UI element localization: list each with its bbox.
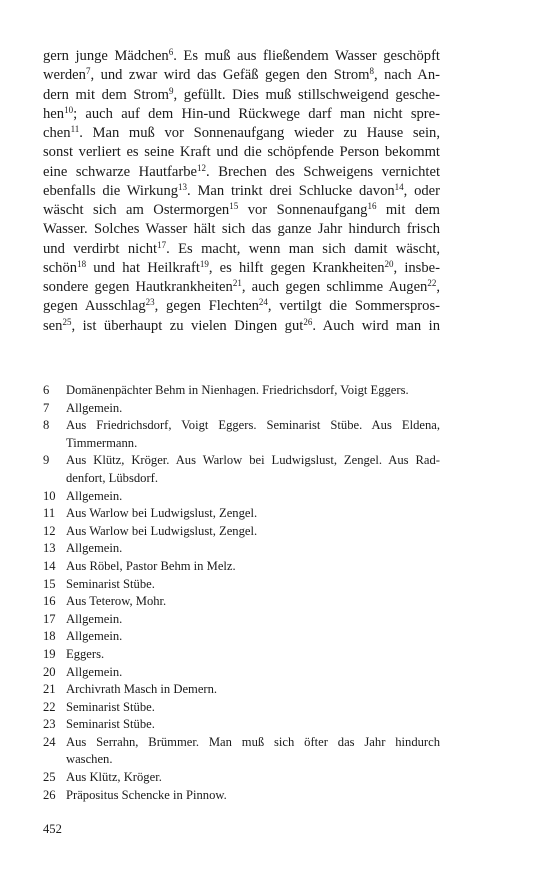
body-text-run: . Auch wird man in bbox=[312, 317, 440, 334]
footnote-marker: 23 bbox=[145, 297, 155, 308]
footnote bbox=[43, 769, 440, 787]
body-text bbox=[43, 47, 440, 336]
body-line bbox=[43, 47, 440, 66]
body-text-run: , gegen Flechten bbox=[154, 298, 259, 315]
body-text-run: , gefüllt. Dies muß stillschweigend gesche- bbox=[173, 86, 440, 103]
footnote-line: Allgemein. bbox=[66, 629, 123, 644]
footnote-text bbox=[66, 664, 440, 682]
footnote-marker: 20 bbox=[384, 258, 394, 269]
footnote-number: 22 bbox=[43, 699, 56, 714]
footnote-text bbox=[66, 452, 440, 487]
body-line bbox=[43, 240, 440, 259]
footnote bbox=[43, 646, 440, 664]
body-line bbox=[43, 201, 440, 220]
body-text-run: eine schwarze Hautfarbe bbox=[43, 163, 198, 180]
footnote-marker: 15 bbox=[229, 201, 239, 211]
footnote-marker: 25 bbox=[62, 316, 72, 327]
footnote-number: 10 bbox=[43, 488, 56, 503]
footnote-text bbox=[66, 505, 440, 523]
footnote-line: Allgemein. bbox=[66, 611, 123, 626]
footnote-line: Seminarist Stübe. bbox=[66, 699, 155, 714]
footnote-marker: 12 bbox=[197, 162, 207, 173]
footnote-number: 26 bbox=[43, 787, 56, 802]
body-line bbox=[43, 182, 440, 201]
body-text-run: , oder bbox=[403, 182, 441, 199]
body-text-run: wäscht sich am Ostermorgen bbox=[43, 202, 230, 218]
footnote bbox=[43, 699, 440, 717]
footnote-line: Archivrath Masch in Demern. bbox=[66, 682, 218, 697]
footnote bbox=[43, 558, 440, 576]
footnote-line: Aus Klütz, Kröger. Aus Warlow bei Ludwigslust, Zengel. Aus Rad- bbox=[66, 453, 440, 468]
body-text-run: ebenfalls die Wirkung bbox=[43, 182, 179, 199]
footnote-text bbox=[66, 488, 440, 506]
footnote-line: Allgemein. bbox=[66, 664, 123, 679]
footnote-text bbox=[66, 417, 440, 452]
footnote-text bbox=[66, 734, 440, 769]
footnote-marker: 18 bbox=[77, 258, 87, 269]
footnote-line: Allgemein. bbox=[66, 488, 123, 503]
footnote bbox=[43, 734, 440, 769]
footnote-text bbox=[66, 382, 440, 400]
footnote bbox=[43, 400, 440, 418]
footnote bbox=[43, 452, 440, 487]
footnote-number: 24 bbox=[43, 734, 56, 749]
footnote-text bbox=[66, 611, 440, 629]
footnote bbox=[43, 540, 440, 558]
footnote-text bbox=[66, 523, 440, 541]
footnote-number: 12 bbox=[43, 523, 56, 538]
footnote-number: 6 bbox=[43, 383, 50, 397]
body-text-run: . Man trinkt drei Schlucke davon bbox=[187, 182, 395, 199]
body-text-run: hen bbox=[43, 105, 65, 122]
footnote-number: 7 bbox=[43, 400, 50, 415]
footnote-marker: 17 bbox=[157, 239, 167, 250]
footnote-line: Aus Friedrichsdorf, Voigt Eggers. Seminarist Stübe. Aus Eldena, bbox=[66, 418, 440, 433]
body-text-run: und verdirbt nicht bbox=[43, 240, 158, 257]
body-line bbox=[43, 124, 440, 143]
footnote bbox=[43, 593, 440, 611]
body-line bbox=[43, 297, 440, 316]
footnote-line: Aus Teterow, Mohr. bbox=[66, 594, 167, 609]
footnote-number: 23 bbox=[43, 717, 56, 732]
body-text-run: mit dem bbox=[376, 202, 440, 218]
body-line bbox=[43, 259, 440, 278]
body-text-run: . Brechen des Schweigens vernichtet bbox=[206, 163, 440, 180]
footnote-marker: 6 bbox=[168, 47, 174, 57]
footnote-text bbox=[66, 628, 440, 646]
footnote-marker: 21 bbox=[232, 278, 242, 288]
footnote bbox=[43, 681, 440, 699]
body-line bbox=[43, 163, 440, 182]
footnote-text bbox=[66, 576, 440, 594]
footnote-number: 15 bbox=[43, 576, 56, 591]
footnote-marker: 26 bbox=[303, 316, 313, 327]
footnote-line: Aus Klütz, Kröger. bbox=[66, 770, 162, 785]
body-text-run: , ist überhaupt zu vielen Dingen gut bbox=[71, 317, 304, 334]
footnote-line: Seminarist Stübe. bbox=[66, 576, 155, 591]
footnote-marker: 22 bbox=[427, 278, 437, 288]
footnote-text bbox=[66, 769, 440, 787]
body-text-run: gegen Ausschlag bbox=[43, 298, 146, 315]
footnote-marker: 11 bbox=[70, 124, 80, 134]
body-line bbox=[43, 317, 440, 336]
body-text-run: sondere gegen Hautkrankheiten bbox=[43, 279, 233, 295]
body-text-run: , auch gegen schlimme Augen bbox=[241, 279, 428, 295]
body-text-run: ; auch auf dem Hin-und Rückwege darf man nicht spre- bbox=[73, 105, 440, 122]
footnote-line: Eggers. bbox=[66, 646, 105, 661]
footnote-number: 18 bbox=[43, 629, 56, 644]
body-text-run: schön bbox=[43, 259, 78, 276]
footnote-marker: 13 bbox=[178, 181, 188, 192]
footnote-number: 14 bbox=[43, 558, 56, 573]
footnote-line: waschen. bbox=[66, 752, 113, 767]
footnote-line: Domänenpächter Behm in Nienhagen. Friedrichsdorf, Voigt Eggers. bbox=[66, 383, 409, 397]
body-text-run: und hat Heilkraft bbox=[86, 259, 200, 276]
body-text-run: dern mit dem Strom bbox=[43, 86, 170, 103]
footnote-line: Aus Röbel, Pastor Behm in Melz. bbox=[66, 558, 236, 573]
footnote bbox=[43, 505, 440, 523]
footnote-number: 11 bbox=[43, 506, 56, 521]
footnotes bbox=[43, 382, 440, 804]
body-text-run: . Man muß vor Sonnenaufgang wieder zu Hause sein, bbox=[79, 125, 440, 141]
footnote-line: Aus Warlow bei Ludwigslust, Zengel. bbox=[66, 506, 258, 521]
body-text-run: vor Sonnenaufgang bbox=[238, 202, 368, 218]
footnote-text bbox=[66, 400, 440, 418]
body-text-run: , insbe- bbox=[393, 259, 440, 276]
body-text-run: sen bbox=[43, 317, 63, 334]
body-line bbox=[43, 143, 440, 162]
footnote-text bbox=[66, 716, 440, 734]
footnote bbox=[43, 787, 440, 805]
footnote-text bbox=[66, 787, 440, 805]
body-text-run: , bbox=[436, 279, 441, 295]
body-text-run: , und zwar wird das Gefäß gegen den Strom bbox=[90, 67, 370, 84]
footnote-marker: 24 bbox=[258, 297, 268, 308]
footnote-number: 25 bbox=[43, 770, 56, 785]
body-text-run: gern junge Mädchen bbox=[43, 48, 169, 64]
footnote bbox=[43, 382, 440, 400]
footnote-line: Präpositus Schencke in Pinnow. bbox=[66, 787, 227, 802]
body-text-run: sonst verliert es seine Kraft und die schöpfende Person bekommt bbox=[43, 144, 440, 161]
body-line bbox=[43, 220, 440, 239]
footnote bbox=[43, 488, 440, 506]
footnote bbox=[43, 576, 440, 594]
body-text-run: , es hilft gegen Krankheiten bbox=[208, 259, 385, 276]
body-text-run: . Es macht, wenn man sich damit wäscht, bbox=[166, 240, 440, 257]
body-text-run: , vertilgt die Sommerspros- bbox=[267, 298, 440, 315]
footnote-line: Allgemein. bbox=[66, 400, 123, 415]
footnote-line: Seminarist Stübe. bbox=[66, 717, 155, 732]
footnote-number: 20 bbox=[43, 664, 56, 679]
footnote-number: 8 bbox=[43, 418, 50, 433]
body-text-run: , nach An- bbox=[373, 67, 440, 84]
footnote-text bbox=[66, 681, 440, 699]
footnote-number: 13 bbox=[43, 541, 56, 556]
body-line bbox=[43, 105, 440, 124]
footnote-line: Allgemein. bbox=[66, 541, 123, 556]
body-line bbox=[43, 86, 440, 105]
footnote-number: 9 bbox=[43, 453, 50, 468]
footnote bbox=[43, 628, 440, 646]
body-line bbox=[43, 278, 440, 297]
footnote-marker: 16 bbox=[367, 201, 377, 211]
footnote bbox=[43, 716, 440, 734]
footnote bbox=[43, 611, 440, 629]
footnote-marker: 8 bbox=[369, 66, 374, 77]
footnote-text bbox=[66, 558, 440, 576]
footnote-marker: 19 bbox=[199, 258, 209, 269]
footnote-number: 21 bbox=[43, 682, 56, 697]
footnote-number: 16 bbox=[43, 594, 56, 609]
body-line bbox=[43, 66, 440, 85]
footnote-marker: 10 bbox=[64, 104, 74, 115]
footnote-number: 19 bbox=[43, 646, 56, 661]
footnote-text bbox=[66, 699, 440, 717]
body-text-run: werden bbox=[43, 67, 86, 84]
page-number: 452 bbox=[43, 822, 62, 836]
footnote-line: denfort, Lübsdorf. bbox=[66, 470, 158, 485]
footnote bbox=[43, 417, 440, 452]
footnote-marker: 7 bbox=[85, 66, 91, 77]
body-text-run: Wasser. Solches Wasser hält sich das ganze Jahr hindurch frisch bbox=[43, 221, 440, 238]
footnote bbox=[43, 664, 440, 682]
footnote-text bbox=[66, 593, 440, 611]
footnote-number: 17 bbox=[43, 611, 56, 626]
body-text-run: chen bbox=[43, 125, 71, 141]
footnote-line: Timmermann. bbox=[66, 435, 138, 450]
footnote-text bbox=[66, 540, 440, 558]
footnote-line: Aus Warlow bei Ludwigslust, Zengel. bbox=[66, 523, 258, 538]
footnote-line: Aus Serrahn, Brümmer. Man muß sich öfter das Jahr hindurch bbox=[66, 734, 440, 749]
footnote-text bbox=[66, 646, 440, 664]
footnote-marker: 9 bbox=[169, 85, 174, 96]
body-text-run: . Es muß aus fließendem Wasser geschöpft bbox=[173, 48, 440, 64]
footnote-marker: 14 bbox=[394, 181, 404, 192]
footnote bbox=[43, 523, 440, 541]
